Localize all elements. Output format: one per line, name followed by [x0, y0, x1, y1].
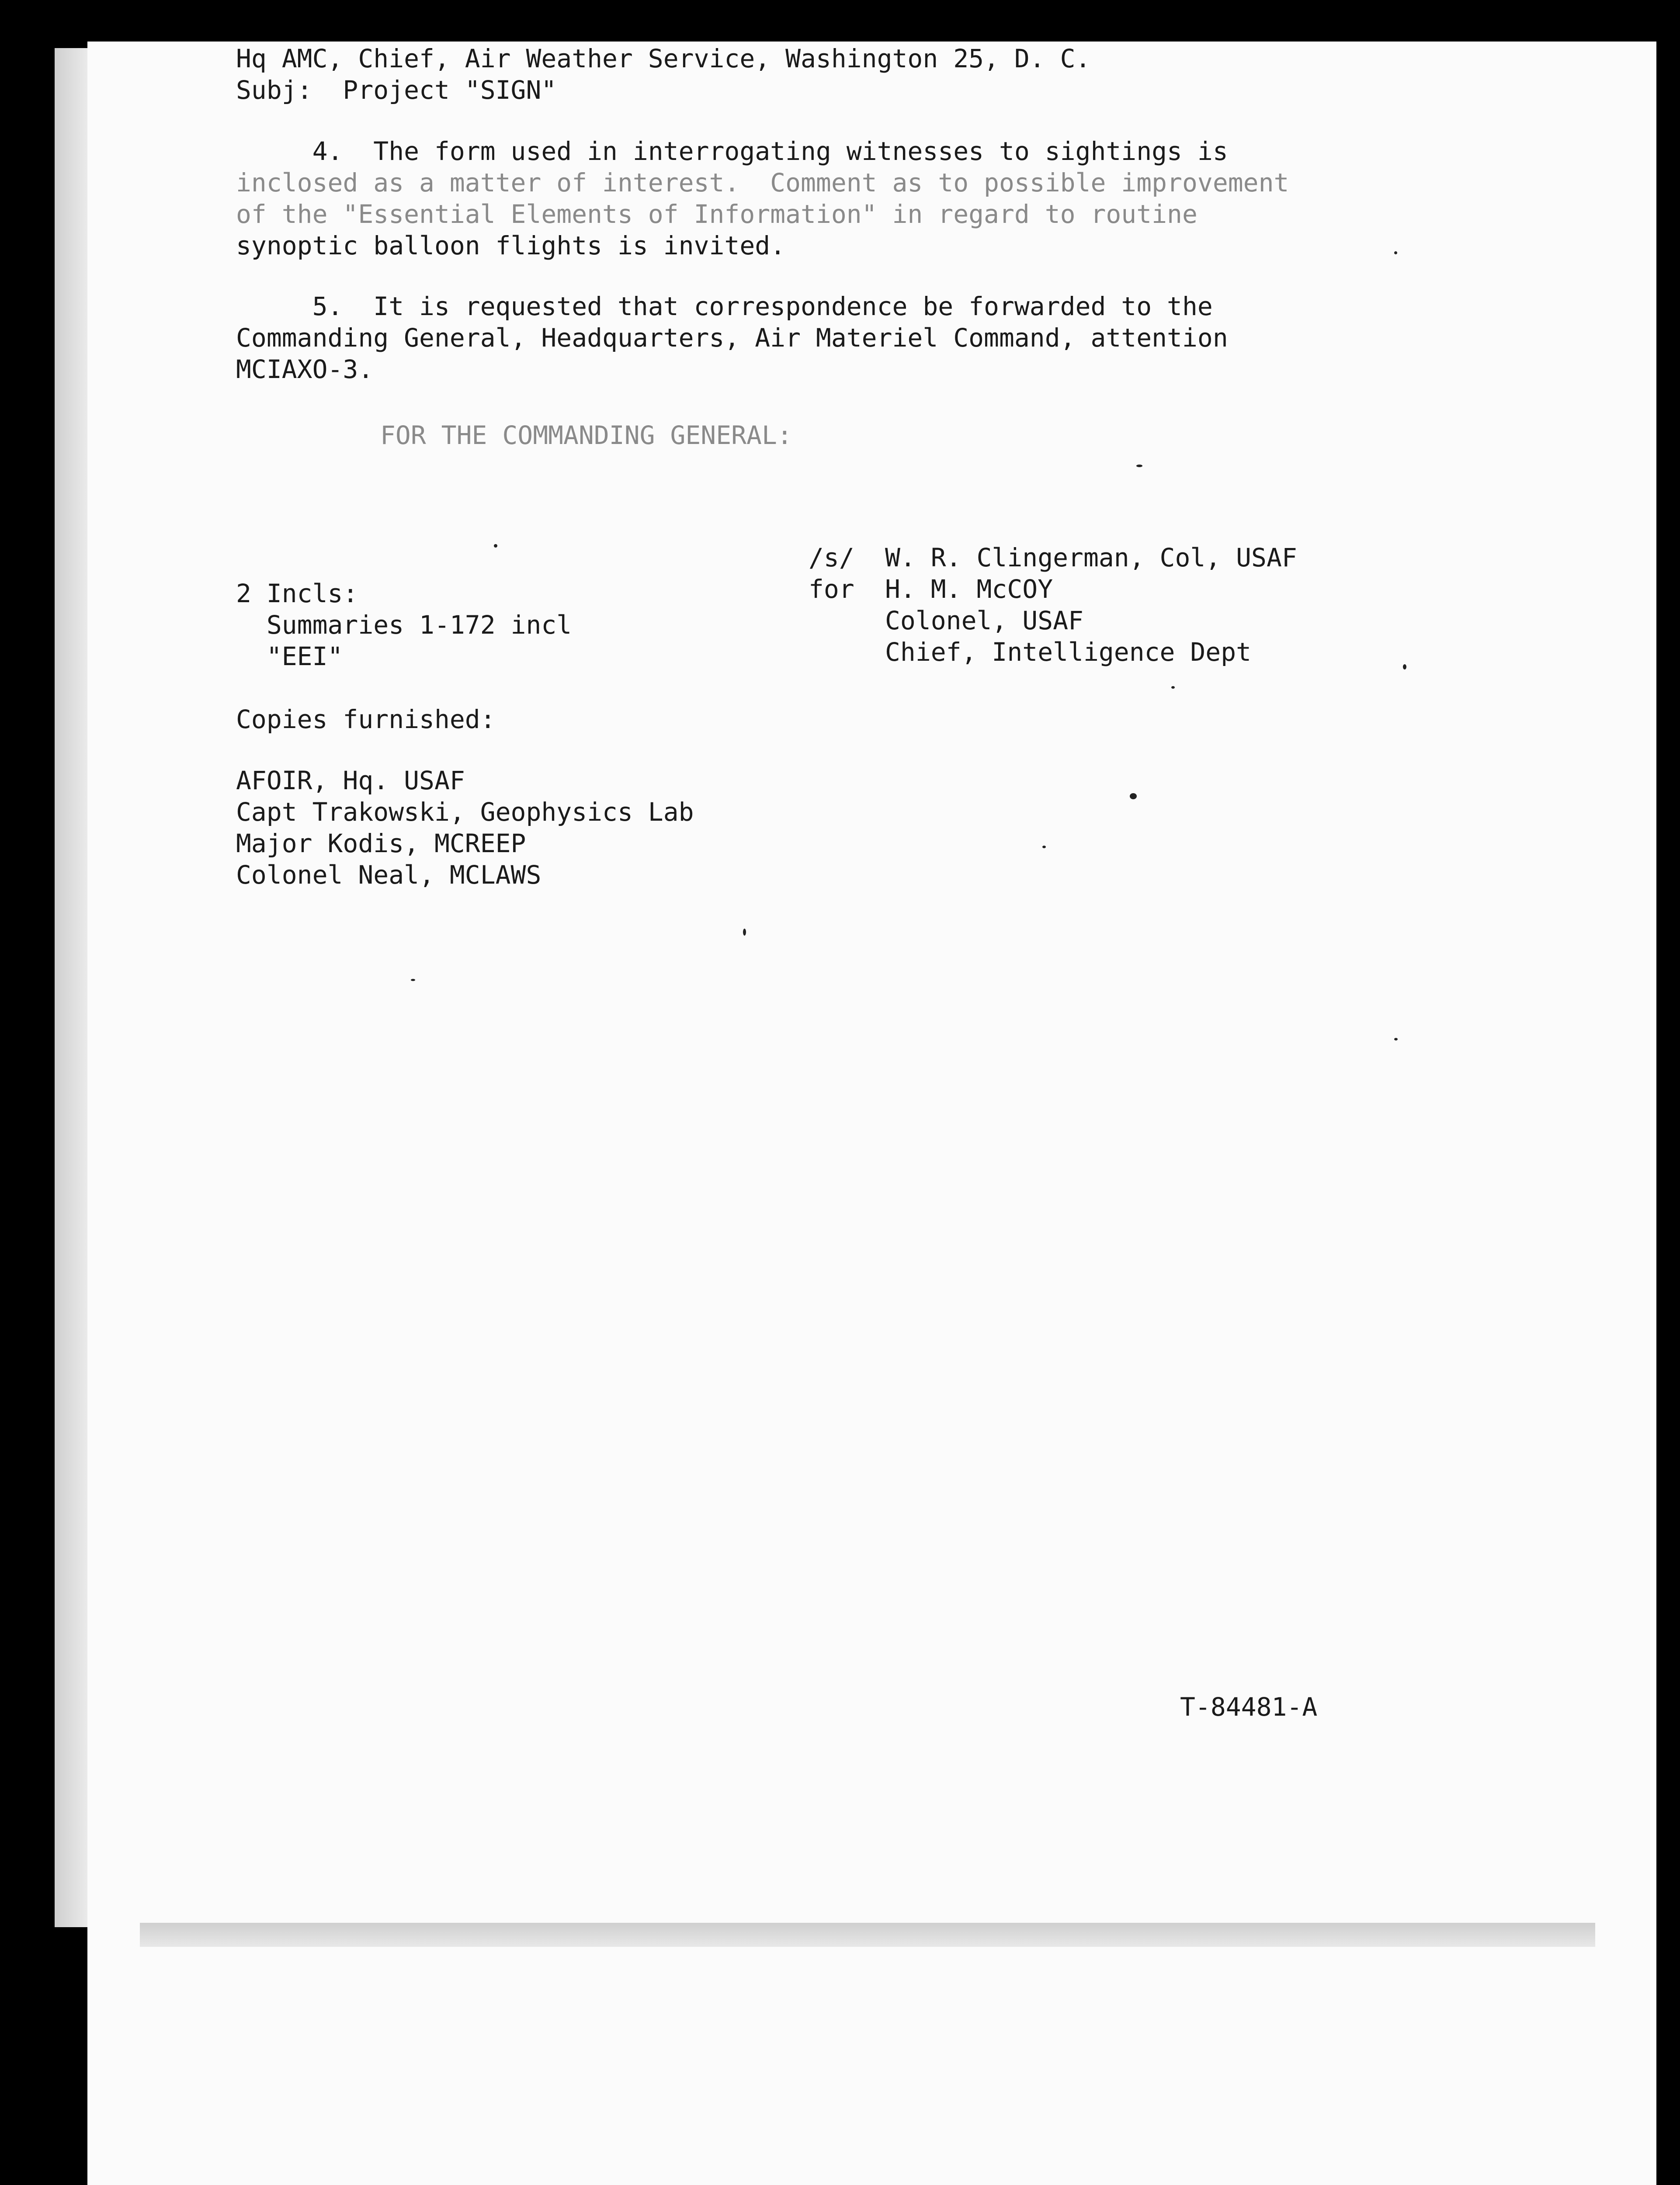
copies-item-2: Capt Trakowski, Geophysics Lab: [236, 797, 694, 827]
paragraph-4-line-4: synoptic balloon flights is invited.: [236, 231, 786, 260]
header-line-1: Hq AMC, Chief, Air Weather Service, Washington 25, D. C.: [236, 44, 1091, 73]
paragraph-4-line-1: 4. The form used in interrogating witnesses to sightings is: [236, 136, 1228, 166]
copies-item-3: Major Kodis, MCREEP: [236, 829, 526, 858]
scan-speck: [1403, 664, 1406, 669]
copies-heading: Copies furnished:: [236, 704, 496, 734]
scan-speck: [1136, 465, 1142, 467]
signature-line-3: Colonel, USAF: [885, 606, 1083, 635]
inclosures-item-1: Summaries 1-172 incl: [236, 610, 572, 640]
scan-speck: [1394, 1038, 1398, 1040]
paragraph-5-line-3: MCIAXO-3.: [236, 354, 374, 384]
copies-item-4: Colonel Neal, MCLAWS: [236, 860, 541, 890]
document-number: T-84481-A: [1180, 1692, 1318, 1722]
scan-speck: [1171, 686, 1175, 689]
scan-speck: [1130, 793, 1137, 799]
signature-line-1: W. R. Clingerman, Col, USAF: [885, 543, 1297, 572]
scan-speck: [411, 979, 415, 981]
signature-prefix-s: /s/: [809, 543, 854, 572]
closing-line: FOR THE COMMANDING GENERAL:: [380, 420, 792, 450]
scan-speck: [494, 544, 497, 548]
paragraph-4-line-2: inclosed as a matter of interest. Comment as to possible improvement: [236, 168, 1289, 198]
scan-speck: [1042, 846, 1046, 848]
paragraph-5-line-2: Commanding General, Headquarters, Air Materiel Command, attention: [236, 323, 1228, 353]
copies-item-1: AFOIR, Hq. USAF: [236, 766, 465, 795]
signature-prefix-for: for: [809, 574, 854, 604]
signature-line-4: Chief, Intelligence Dept: [885, 637, 1252, 667]
scan-speck: [743, 929, 746, 936]
signature-line-2: H. M. McCOY: [885, 574, 1053, 604]
paragraph-4-line-3: of the "Essential Elements of Information" in regard to routine: [236, 199, 1198, 229]
header-subject: Subj: Project "SIGN": [236, 75, 557, 105]
scan-speck: [1394, 251, 1397, 254]
inclosures-item-2: "EEI": [236, 642, 343, 671]
paragraph-5-line-1: 5. It is requested that correspondence be forwarded to the: [236, 291, 1213, 321]
inclosures-heading: 2 Incls:: [236, 579, 358, 608]
